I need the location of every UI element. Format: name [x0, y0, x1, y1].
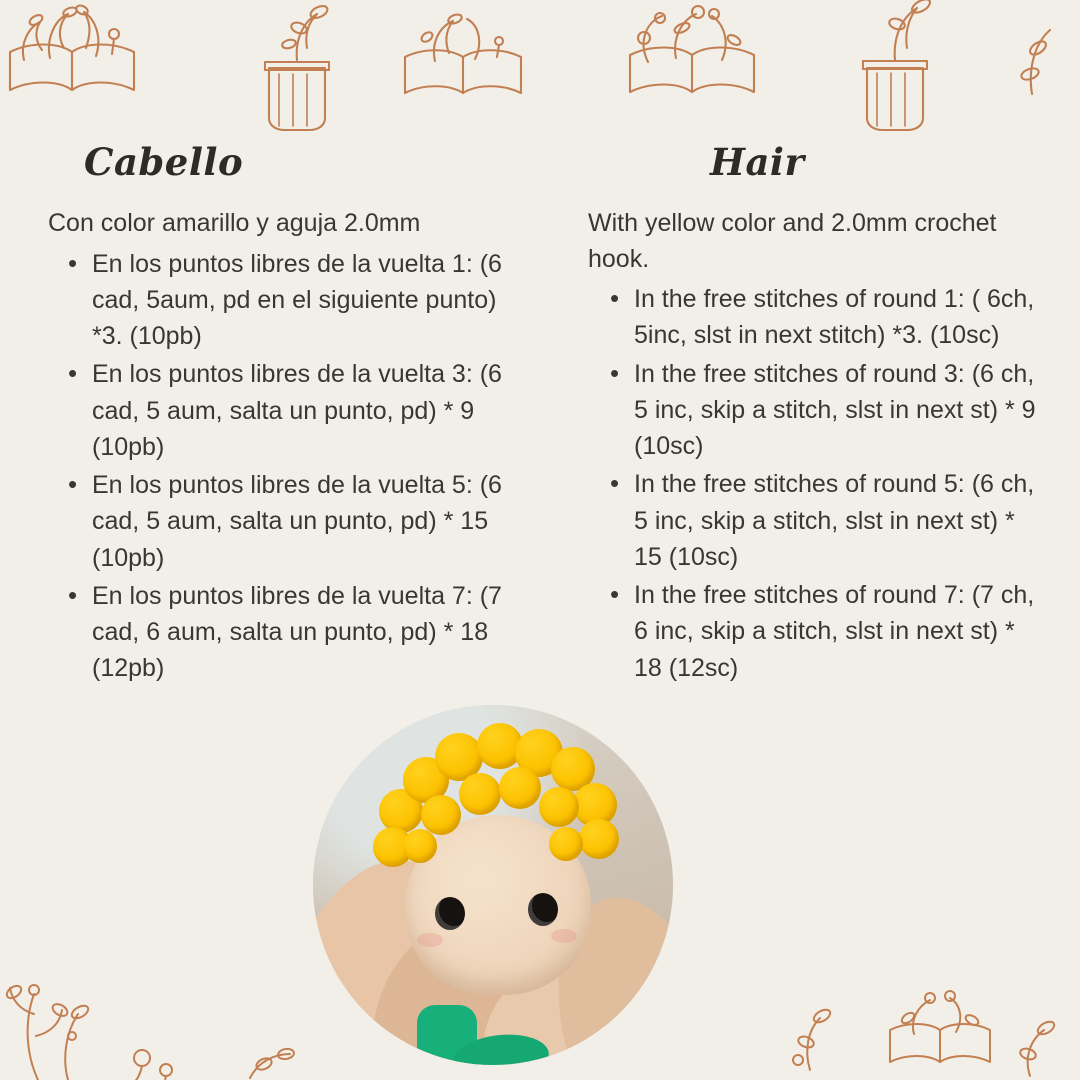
- doll-hair: [373, 723, 623, 863]
- english-intro: With yellow color and 2.0mm crochet hook.: [588, 209, 997, 273]
- flower-sprig-decoration-icon: [0, 970, 330, 1080]
- list-item: • En los puntos libres de la vuelta 3: (6 cad, 5 aum, salta un punto, pd) * 9 (10pb): [92, 356, 518, 465]
- list-item: • In the free stitches of round 7: (7 ch, 6 inc, skip a stitch, slst in next st) * 18 (12sc): [634, 577, 1048, 686]
- list-item: • En los puntos libres de la vuelta 7: (7 cad, 6 aum, salta un punto, pd) * 18 (12pb): [92, 578, 518, 687]
- doll-eye: [528, 893, 558, 926]
- spanish-intro: Con color amarillo y aguja 2.0mm: [48, 209, 421, 237]
- list-item: • In the free stitches of round 3: (6 ch, 5 inc, skip a stitch, slst in next st) * 9 (10sc): [634, 356, 1048, 465]
- pattern-photo: [313, 705, 673, 1065]
- book-and-flowers-decoration-icon: [780, 970, 1080, 1080]
- doll-cheek: [417, 933, 443, 947]
- list-item: • En los puntos libres de la vuelta 1: (6 cad, 5aum, pd en el siguiente punto) *3. (10pb): [92, 246, 518, 355]
- books-and-flowers-border-icon: [0, 0, 1080, 135]
- doll-cheek: [551, 929, 577, 943]
- english-column: [588, 140, 1048, 688]
- photo-content: [313, 705, 673, 1065]
- list-item: • In the free stitches of round 5: (6 ch, 5 inc, skip a stitch, slst in next st) * 15 (10sc): [634, 466, 1048, 575]
- list-item: • In the free stitches of round 1: ( 6ch, 5inc, slst in next stitch) *3. (10sc): [634, 281, 1048, 354]
- list-item: • En los puntos libres de la vuelta 5: (6 cad, 5 aum, salta un punto, pd) * 15 (10pb): [92, 467, 518, 576]
- spanish-steps-list: [48, 246, 518, 687]
- english-steps-list: [588, 281, 1048, 686]
- doll-eye: [435, 897, 465, 930]
- english-heading: Hair: [710, 140, 805, 184]
- spanish-heading: Cabello: [84, 140, 244, 184]
- spanish-column: [48, 140, 518, 689]
